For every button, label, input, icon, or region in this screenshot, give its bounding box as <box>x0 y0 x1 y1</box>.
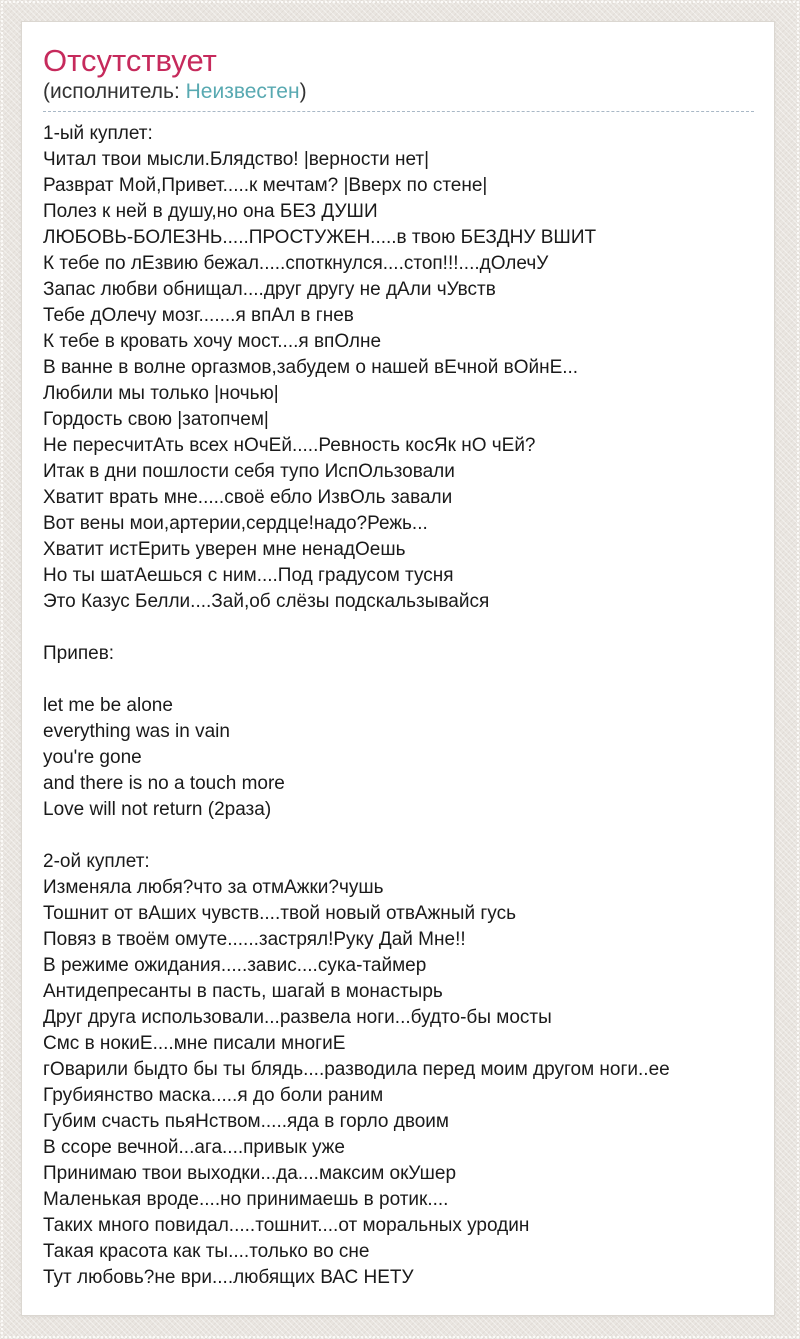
lyric-line: Такая красота как ты....только во сне <box>43 1241 370 1262</box>
lyric-line <box>43 823 754 849</box>
lyric-line: К тебе в кровать хочу мост....я впОлне <box>43 331 382 352</box>
lyric-line: and there is no a touch more <box>43 773 285 794</box>
lyric-line: Повяз в твоём омуте......застрял!Руку Дай Мне!! <box>43 929 466 950</box>
lyric-line: Любили мы только |ночью| <box>43 383 279 404</box>
lyric-line: 1-ый куплет: <box>43 123 153 144</box>
lyric-line: Губим счасть пьяНством.....яда в горло двоим <box>43 1111 449 1132</box>
lyric-line: Гордость свою |затопчем| <box>43 409 269 430</box>
artist-label: (исполнитель: <box>43 80 186 103</box>
lyric-line: гОварили быдто бы ты блядь....разводила перед моим другом ноги..ее <box>43 1059 670 1080</box>
lyric-line: Друг друга использовали...развела ноги...будто-бы мосты <box>43 1007 552 1028</box>
lyric-line: Разврат Мой,Привет.....к мечтам? |Вверх по стене| <box>43 175 488 196</box>
lyric-line: Это Казус Белли....Зай,об слёзы подскальзывайся <box>43 591 490 612</box>
lyric-line: Тошнит от вАших чувств....твой новый отвАжный гусь <box>43 903 516 924</box>
lyric-line: Тебе дОлечу мозг.......я впАл в гнев <box>43 305 354 326</box>
lyric-line: 2-ой куплет: <box>43 851 150 872</box>
lyric-line: Грубиянство маска.....я до боли раним <box>43 1085 384 1106</box>
lyric-line: Хватит истЕрить уверен мне ненадОешь <box>43 539 406 560</box>
lyric-line: Запас любви обнищал....друг другу не дАли чУвств <box>43 279 496 300</box>
lyrics-card <box>21 21 775 1316</box>
lyric-line: Но ты шатАешься с ним....Под градусом тусня <box>43 565 454 586</box>
lyric-line: К тебе по лЕзвию бежал.....споткнулся....стоп!!!....дОлечУ <box>43 253 549 274</box>
lyric-line: Тут любовь?не ври....любящих ВАС НЕТУ <box>43 1267 414 1288</box>
lyric-line: everything was in vain <box>43 721 230 742</box>
lyric-line <box>43 667 754 693</box>
artist-line <box>43 80 754 112</box>
lyric-line: Таких много повидал.....тошнит....от моральных уродин <box>43 1215 530 1236</box>
artist-suffix: ) <box>299 80 307 103</box>
lyric-line: Принимаю твои выходки...да....максим окУшер <box>43 1163 457 1184</box>
lyric-line: Полез к ней в душу,но она БЕЗ ДУШИ <box>43 201 378 222</box>
lyric-line: let me be alone <box>43 695 173 716</box>
lyric-line: you're gone <box>43 747 142 768</box>
lyric-line: Смс в нокиЕ....мне писали многиЕ <box>43 1033 346 1054</box>
lyric-line: Не пересчитАть всех нОчЕй.....Ревность косЯк нО чЕй? <box>43 435 536 456</box>
artist-link[interactable]: Неизвестен <box>185 80 300 103</box>
lyric-line: Love will not return (2раза) <box>43 799 272 820</box>
lyric-line <box>43 615 754 641</box>
lyric-line: Читал твои мысли.Блядство! |верности нет| <box>43 149 430 170</box>
lyric-line: Итак в дни пошлости себя тупо ИспОльзовали <box>43 461 455 482</box>
lyric-line: Припев: <box>43 643 115 664</box>
lyric-line: Маленькая вроде....но принимаешь в ротик.... <box>43 1189 449 1210</box>
lyrics-text <box>43 121 754 1291</box>
lyric-line: ЛЮБОВЬ-БОЛЕЗНЬ.....ПРОСТУЖЕН.....в твою БЕЗДНУ ВШИТ <box>43 227 597 248</box>
lyric-line: Вот вены мои,артерии,сердце!надо?Режь... <box>43 513 428 534</box>
lyric-line: Хватит врать мне.....своё ебло ИзвОль завали <box>43 487 453 508</box>
lyric-line: В ссоре вечной...ага....привык уже <box>43 1137 345 1158</box>
lyric-line: Антидепресанты в пасть, шагай в монастырь <box>43 981 443 1002</box>
lyric-line: В ванне в волне оргазмов,забудем о нашей вЕчной вОйнЕ... <box>43 357 579 378</box>
song-title: Отсутствует <box>43 43 217 78</box>
lyric-line: Изменяла любя?что за отмАжки?чушь <box>43 877 384 898</box>
lyric-line: В режиме ожидания.....завис....сука-таймер <box>43 955 427 976</box>
